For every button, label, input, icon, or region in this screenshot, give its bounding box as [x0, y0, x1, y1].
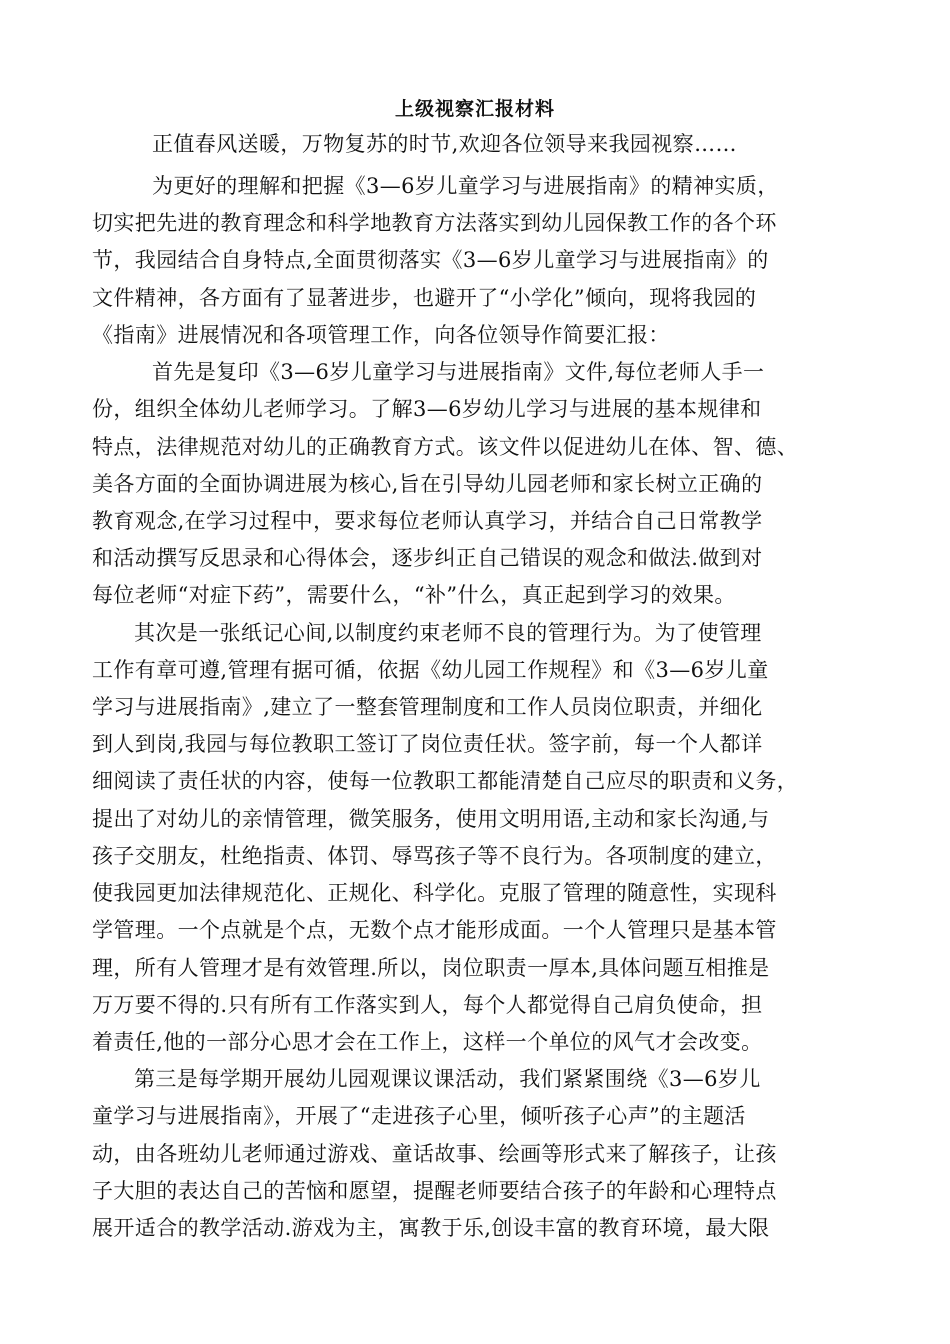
- text-line: 首先是复印《3—6岁儿童学习与进展指南》文件,每位老师人手一: [152, 360, 765, 384]
- text-line: 着责任,他的一部分心思才会在工作上，这样一个单位的风气才会改变。: [92, 1030, 763, 1054]
- text-line: 教育观念,在学习过程中，要求每位老师认真学习，并结合自己日常教学: [92, 509, 763, 533]
- text-line: 切实把先进的教育理念和科学地教育方法落实到幼儿园保教工作的各个环: [92, 211, 777, 235]
- text-line: 细阅读了责任状的内容，使每一位教职工都能清楚自己应尽的职责和义务，: [92, 769, 799, 793]
- text-line: 到人到岗,我园与每位教职工签订了岗位责任状。签字前，每一个人都详: [92, 732, 763, 756]
- text-line: 子大胆的表达自己的苦恼和愿望，提醒老师要结合孩子的年龄和心理特点: [92, 1179, 777, 1203]
- text-line: 使我园更加法律规范化、正规化、科学化。克服了管理的随意性，实现科: [92, 881, 777, 905]
- text-line: 为更好的理解和把握《3—6岁儿童学习与进展指南》的精神实质，: [152, 174, 779, 198]
- text-line: 节，我园结合自身特点,全面贯彻落实《3—6岁儿童学习与进展指南》的: [92, 248, 769, 272]
- text-line: 和活动撰写反思录和心得体会，逐步纠正自己错误的观念和做法.做到对: [92, 546, 763, 570]
- text-line: 学习与进展指南》,建立了一整套管理制度和工作人员岗位职责，并细化: [92, 695, 763, 719]
- text-line: 正值春风送暖，万物复苏的时节,欢迎各位领导来我园视察……: [152, 132, 737, 156]
- text-line: 第三是每学期开展幼儿园观课议课活动，我们紧紧围绕《3—6岁儿: [134, 1067, 761, 1091]
- text-line: 工作有章可遵,管理有据可循，依据《幼儿园工作规程》和《3—6岁儿童: [92, 658, 769, 682]
- text-line: 理，所有人管理才是有效管理.所以，岗位职责一厚本,具体问题互相推是: [92, 956, 770, 980]
- text-line: 份，组织全体幼儿老师学习。了解3—6岁幼儿学习与进展的基本规律和: [92, 397, 762, 421]
- text-line: 其次是一张纸记心间,以制度约束老师不良的管理行为。为了使管理: [134, 621, 762, 645]
- text-line: 美各方面的全面协调进展为核心,旨在引导幼儿园老师和家长树立正确的: [92, 472, 763, 496]
- text-line: 每位老师“对症下药”，需要什么，“补”什么，真正起到学习的效果。: [92, 583, 736, 607]
- text-line: 特点，法律规范对幼儿的正确教育方式。该文件以促进幼儿在体、智、德、: [92, 435, 799, 459]
- text-line: 文件精神，各方面有了显著进步，也避开了“小学化”倾向，现将我园的: [92, 286, 757, 310]
- text-line: 展开适合的教学活动.游戏为主，寓教于乐,创设丰富的教育环境，最大限: [92, 1216, 770, 1240]
- text-line: 童学习与进展指南》，开展了“走进孩子心里，倾听孩子心声”的主题活: [92, 1104, 746, 1128]
- text-line: 孩子交朋友，杜绝指责、体罚、辱骂孩子等不良行为。各项制度的建立，: [92, 844, 777, 868]
- text-line: 提出了对幼儿的亲情管理，微笑服务，使用文明用语,主动和家长沟通,与: [92, 807, 770, 831]
- text-line: 《指南》进展情况和各项管理工作，向各位领导作简要汇报：: [92, 323, 670, 347]
- text-line: 动，由各班幼儿老师通过游戏、童话故事、绘画等形式来了解孩子，让孩: [92, 1142, 777, 1166]
- text-line: 学管理。一个点就是个点，无数个点才能形成面。一个人管理只是基本管: [92, 918, 777, 942]
- document-title: 上级视察汇报材料: [394, 98, 555, 120]
- text-line: 万万要不得的.只有所有工作落实到人，每个人都觉得自己肩负使命，担: [92, 993, 763, 1017]
